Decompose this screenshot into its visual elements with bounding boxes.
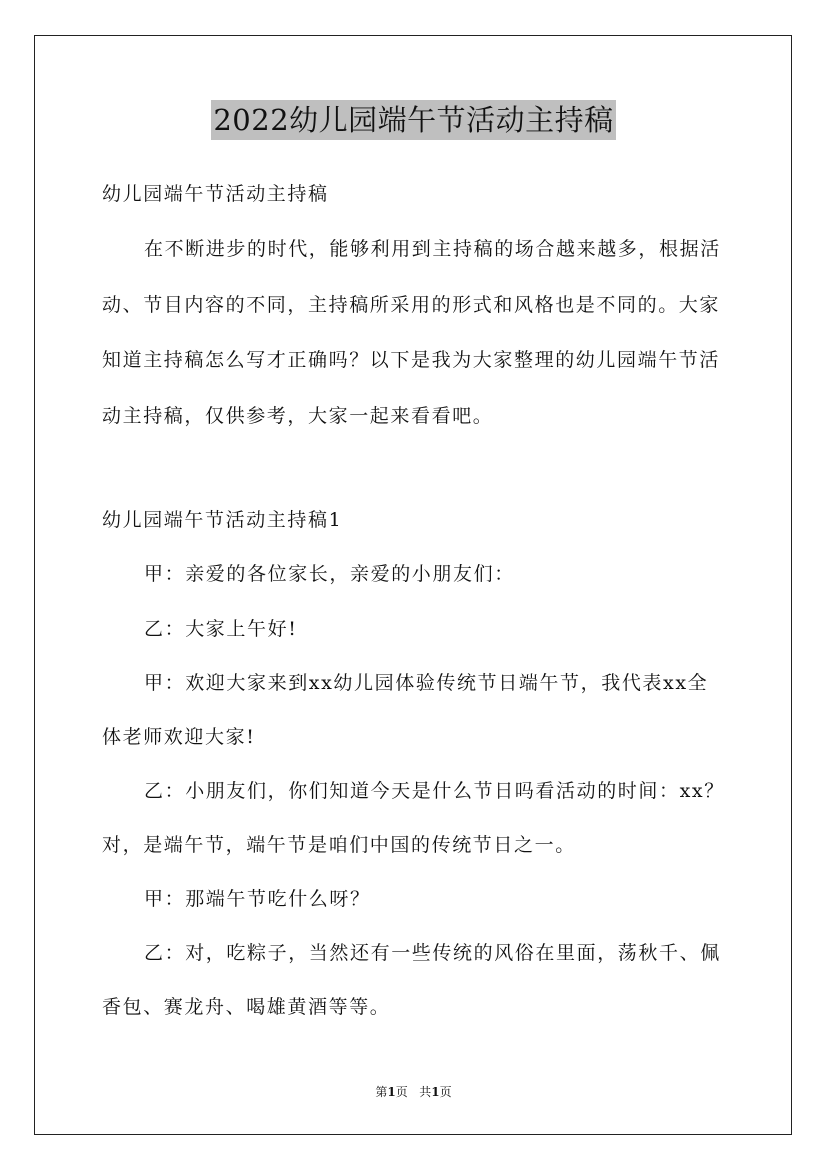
intro-line-1: 在不断进步的时代，能够利用到主持稿的场合越来越多，根据活 bbox=[144, 238, 721, 260]
dialogue-line-8: 乙：对，吃粽子，当然还有一些传统的风俗在里面，荡秋千、佩 bbox=[144, 942, 721, 964]
page-suffix: 页 bbox=[395, 1085, 408, 1099]
page-prefix: 第 bbox=[375, 1085, 388, 1099]
total-suffix: 页 bbox=[439, 1085, 452, 1099]
dialogue-line-1: 甲：亲爱的各位家长，亲爱的小朋友们： bbox=[144, 563, 515, 585]
total-prefix: 共 bbox=[419, 1085, 432, 1099]
title-block bbox=[0, 100, 827, 140]
dialogue-line-7: 甲：那端午节吃什么呀？ bbox=[144, 888, 371, 910]
intro-line-2: 动、节目内容的不同，主持稿所采用的形式和风格也是不同的。大家 bbox=[102, 294, 721, 316]
intro-line-4: 动主持稿，仅供参考，大家一起来看看吧。 bbox=[102, 405, 494, 427]
dialogue-line-2: 乙：大家上午好! bbox=[144, 618, 298, 640]
page-footer bbox=[0, 1083, 827, 1101]
page-number: 1 bbox=[387, 1085, 396, 1099]
dialogue-line-6: 对，是端午节，端午节是咱们中国的传统节日之一。 bbox=[102, 834, 576, 856]
intro-line-3: 知道主持稿怎么写才正确吗？以下是我为大家整理的幼儿园端午节活 bbox=[102, 349, 721, 371]
dialogue-line-5: 乙：小朋友们，你们知道今天是什么节日吗看活动的时间：xx？ bbox=[144, 780, 725, 802]
dialogue-line-4: 体老师欢迎大家! bbox=[102, 726, 256, 748]
document-title: 2022幼儿园端午节活动主持稿 bbox=[211, 100, 615, 140]
section-heading: 幼儿园端午节活动主持稿1 bbox=[102, 509, 343, 531]
dialogue-line-3: 甲：欢迎大家来到xx幼儿园体验传统节日端午节，我代表xx全 bbox=[144, 672, 709, 694]
document-subtitle: 幼儿园端午节活动主持稿 bbox=[102, 183, 329, 205]
dialogue-line-9: 香包、赛龙舟、喝雄黄酒等等。 bbox=[102, 996, 391, 1018]
total-number: 1 bbox=[431, 1085, 440, 1099]
